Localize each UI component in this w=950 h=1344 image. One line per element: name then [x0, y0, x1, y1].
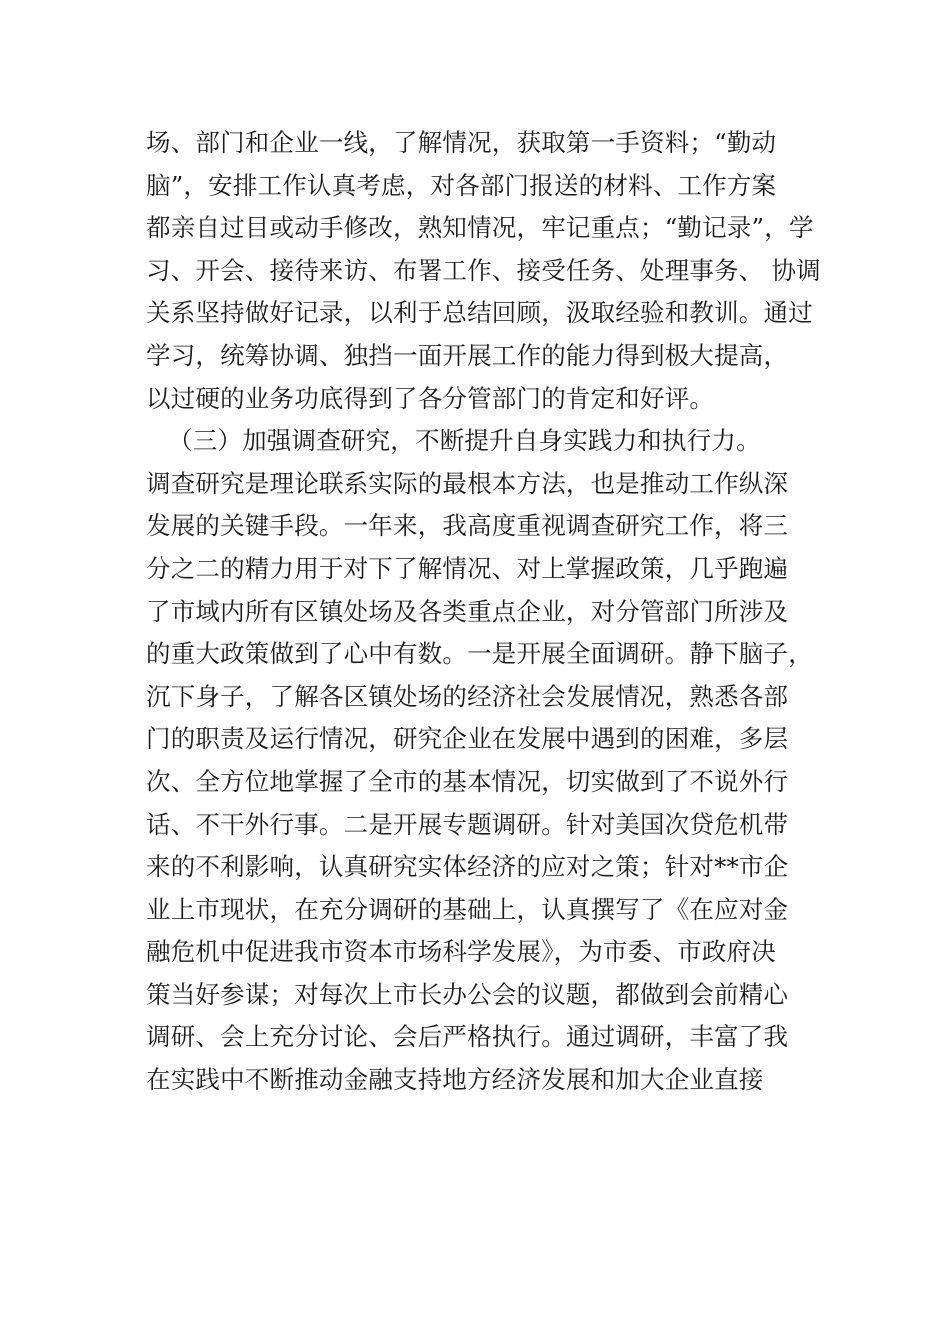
text-line: 门的职责及运行情况，研究企业在发展中遇到的困难，多层 — [146, 724, 789, 754]
text-line: 次、全方位地掌握了全市的基本情况，切实做到了不说外行 — [146, 766, 789, 796]
text-line: 话、不干外行事。二是开展专题调研。针对美国次贷危机带 — [146, 809, 789, 839]
text-line: 学习，统筹协调、独挡一面开展工作的能力得到极大提高， — [146, 340, 789, 370]
text-line: 策当好参谋；对每次上市长办公会的议题，都做到会前精心 — [146, 979, 789, 1009]
text-line: 了市域内所有区镇处场及各类重点企业，对分管部门所涉及 — [146, 596, 789, 626]
text-line: 融危机中促进我市资本市场科学发展》，为市委、市政府决 — [146, 937, 776, 967]
text-line: 关系坚持做好记录，以利于总结回顾，汲取经验和教训。通过 — [146, 298, 813, 328]
text-line: 分之二的精力用于对下了解情况、对上掌握政策，几乎跑遍 — [146, 553, 789, 583]
section-heading: （三）加强调查研究，不断提升自身实践力和执行力。 — [168, 426, 761, 456]
text-line: 脑”，安排工作认真考虑，对各部门报送的材料、工作方案 — [146, 170, 777, 200]
text-line: 以过硬的业务功底得到了各分管部门的肯定和好评。 — [146, 383, 715, 413]
text-line: 来的不利影响，认真研究实体经济的应对之策；针对**市企 — [146, 852, 789, 882]
text-line: 发展的关键手段。一年来，我高度重视调查研究工作，将三 — [146, 511, 789, 541]
text-line: 习、开会、接待来访、布署工作、接受任务、处理事务、 协调 — [146, 255, 821, 285]
text-line: 的重大政策做到了心中有数。一是开展全面调研。静下脑子， — [146, 639, 813, 669]
text-line: 在实践中不断推动金融支持地方经济发展和加大企业直接 — [146, 1065, 764, 1095]
text-line: 场、部门和企业一线，了解情况，获取第一手资料；“勤动 — [146, 128, 777, 157]
text-line: 调查研究是理论联系实际的最根本方法，也是推动工作纵深 — [146, 468, 789, 498]
body-text — [146, 122, 826, 1102]
text-line: 调研、会上充分讨论、会后严格执行。通过调研，丰富了我 — [146, 1022, 789, 1052]
text-line: 沉下身子，了解各区镇处场的经济社会发展情况，熟悉各部 — [146, 681, 789, 711]
text-line: 都亲自过目或动手修改，熟知情况，牢记重点；“勤记录”，学 — [146, 213, 814, 243]
text-line: 业上市现状，在充分调研的基础上，认真撰写了《在应对金 — [146, 894, 789, 924]
